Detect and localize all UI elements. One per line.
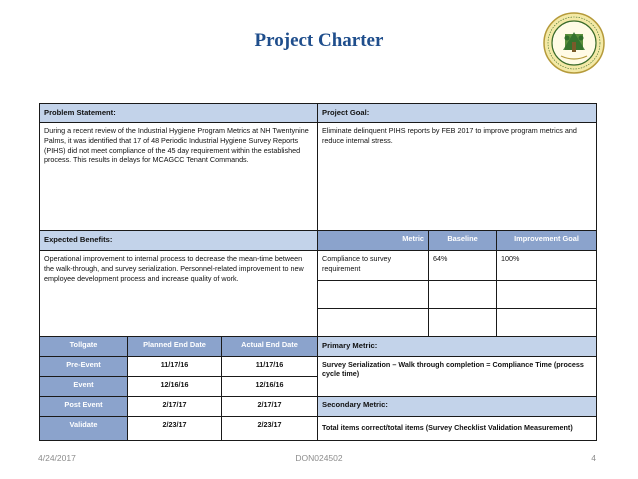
page-number: 4 xyxy=(591,453,596,463)
actual-date-cell: 11/17/16 xyxy=(222,356,318,376)
project-goal-text: Eliminate delinquent PIHS reports by FEB 2017 to improve program metrics and reduce internal stress. xyxy=(318,123,597,231)
baseline-cell xyxy=(429,281,497,309)
primary-metric-label: Primary Metric: xyxy=(318,337,597,356)
charter-table xyxy=(39,103,597,441)
goal-cell xyxy=(497,281,597,309)
goal-cell: 100% xyxy=(497,251,597,281)
metric-cell: Compliance to survey requirement xyxy=(318,251,429,281)
metric-cell xyxy=(318,281,429,309)
problem-statement-text: During a recent review of the Industrial Hygiene Program Metrics at NH Twentynine Palms, it was identified that 17 of 48 Periodic Industrial Hygiene Survey Reports (PIHS) did not meet compliance of the 45 day requirement within the established process. This results in delays for MCAGCC Tenant Commands. xyxy=(40,123,318,231)
tollgate-name: Pre-Event xyxy=(40,356,128,376)
planned-date-cell: 12/16/16 xyxy=(128,376,222,396)
metric-header: Metric xyxy=(318,231,429,251)
planned-date-cell: 2/17/17 xyxy=(128,396,222,416)
problem-statement-label: Problem Statement: xyxy=(40,104,318,123)
expected-benefits-text: Operational improvement to internal process to decrease the mean-time between the walk-through, and survey serialization. Personnel-related improvement to new employee development process and increase quality of work. xyxy=(40,251,318,337)
tollgate-name: Validate xyxy=(40,416,128,440)
goal-cell xyxy=(497,309,597,337)
planned-end-date-header: Planned End Date xyxy=(128,337,222,356)
actual-date-cell: 12/16/16 xyxy=(222,376,318,396)
tollgate-name: Post Event xyxy=(40,396,128,416)
baseline-cell: 64% xyxy=(429,251,497,281)
metric-cell xyxy=(318,309,429,337)
improvement-goal-header: Improvement Goal xyxy=(497,231,597,251)
primary-metric-text: Survey Serialization – Walk through completion = Compliance Time (process cycle time) xyxy=(318,356,597,396)
baseline-cell xyxy=(429,309,497,337)
baseline-header: Baseline xyxy=(429,231,497,251)
actual-date-cell: 2/23/17 xyxy=(222,416,318,440)
expected-benefits-label: Expected Benefits: xyxy=(40,231,318,251)
project-goal-label: Project Goal: xyxy=(318,104,597,123)
secondary-metric-text: Total items correct/total items (Survey Checklist Validation Measurement) xyxy=(318,416,597,440)
page-title: Project Charter xyxy=(254,30,384,51)
actual-end-date-header: Actual End Date xyxy=(222,337,318,356)
footer-date: 4/24/2017 xyxy=(38,453,76,463)
footer-doc-id: DON024502 xyxy=(295,453,343,463)
command-seal-icon xyxy=(543,12,605,74)
tollgate-name: Event xyxy=(40,376,128,396)
planned-date-cell: 11/17/16 xyxy=(128,356,222,376)
actual-date-cell: 2/17/17 xyxy=(222,396,318,416)
tollgate-header: Tollgate xyxy=(40,337,128,356)
planned-date-cell: 2/23/17 xyxy=(128,416,222,440)
secondary-metric-label: Secondary Metric: xyxy=(318,396,597,416)
